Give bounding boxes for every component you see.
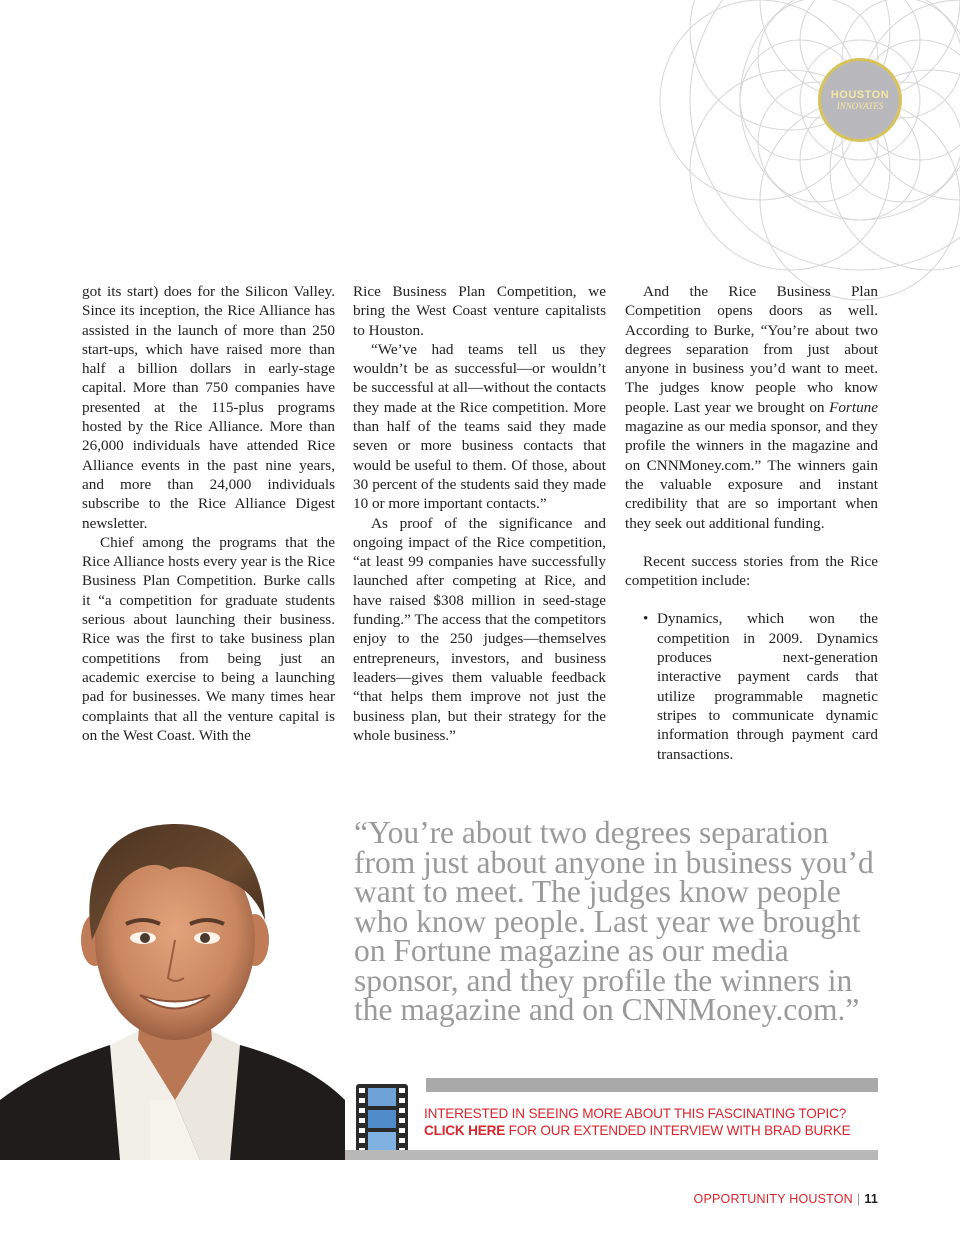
- column1-paragraph-1: got its start) does for the Silicon Valley. Since its inception, the Rice Alliance has assisted in the launch of more than 250 start-ups, which have raised more than half a billion dollars in early-stage capital. More than 750 companies have presented at the 115-plus programs hosted by the Rice Alliance. More than 26,000 individuals have attended Rice Alliance events in the past nine years, and more than 24,000 individuals subscribe to the Rice Alliance Digest newsletter.: [82, 283, 335, 532]
- film-strip-icon[interactable]: [355, 1082, 409, 1158]
- article-column-3: [625, 282, 878, 764]
- column2-paragraph-2: “We’ve had teams tell us they wouldn’t be as successful—or wouldn’t be successful at all—without the contacts they made at the Rice competition. More than half of the teams said they made seven or more business contacts that would be useful to them. Of those, about 30 percent of the students said they made 10 or more important contacts.”: [353, 340, 606, 513]
- bullet-mark: •: [643, 610, 649, 628]
- extended-interview-callout: [424, 1106, 850, 1139]
- column1-paragraph-2: Chief among the programs that the Rice Alliance hosts every year is the Rice Business Plan Competition. Burke calls it “a competition for graduate students serious about launching their business. Rice was the first to take business plan competitions from being just an academic exercise to being a launching pad for businesses. We many times hear complaints that all the venture capital is on the West Coast. With the: [82, 533, 335, 744]
- cta-line-2-rest: FOR OUR EXTENDED INTERVIEW WITH BRAD BURKE: [505, 1122, 851, 1138]
- fortune-italic: Fortune: [829, 398, 878, 416]
- column3-paragraph-1: [625, 282, 878, 533]
- decorative-circles: [0, 0, 960, 330]
- column3-p1-end: magazine as our media sponsor, and they profile the winners in the magazine and on CNNMoney.com.” The winners gain the valuable exposure and instant credibility that are so important when they seek out additional funding.: [625, 418, 878, 532]
- portrait-photo: [0, 800, 345, 1160]
- article-column-2: [353, 282, 606, 745]
- footer-separator: |: [856, 1192, 861, 1206]
- divider-bar-bottom: [345, 1150, 878, 1160]
- seal-line-1: HOUSTON: [830, 88, 890, 101]
- column3-p1-start: And the Rice Business Plan Competition opens doors as well. According to Burke, “You’re about two degrees separation from just about anyone in business you’d want to meet. The judges know people who know people. Last year we brought on: [625, 283, 878, 416]
- cta-line-1: INTERESTED IN SEEING MORE ABOUT THIS FASCINATING TOPIC?: [424, 1106, 847, 1121]
- click-here-link[interactable]: CLICK HERE: [424, 1122, 506, 1138]
- cta-line-2: [424, 1123, 850, 1140]
- bullet-text: Dynamics, which won the competition in 2009. Dynamics produces next-generation interactive payment cards that utilize programmable magnetic stripes to communicate dynamic information through payment card transactions.: [657, 610, 878, 763]
- column2-paragraph-1: Rice Business Plan Competition, we bring the West Coast venture capitalists to Houston.: [353, 283, 606, 339]
- publication-name: OPPORTUNITY HOUSTON: [693, 1192, 853, 1206]
- divider-bar-top: [426, 1078, 878, 1092]
- page-number: 11: [864, 1192, 878, 1206]
- page-footer: [694, 1192, 878, 1206]
- seal-line-2: INNOVATES: [836, 100, 884, 111]
- column3-paragraph-2: Recent success stories from the Rice competition include:: [625, 552, 878, 590]
- bullet-item: [625, 609, 878, 763]
- article-column-1: [82, 282, 335, 745]
- pull-quote: “You’re about two degrees separation from just about anyone in business you’d want to meet. The judges know people who know people. Last year we brought on Fortune magazine as our media sponsor, and they profile the winners in the magazine and on CNNMoney.com.”: [354, 815, 874, 1027]
- houston-innovates-seal: [818, 58, 902, 142]
- column2-paragraph-3: As proof of the significance and ongoing impact of the Rice competition, “at least 99 companies have successfully launched after competing at Rice, and have raised $308 million in seed-stage funding.” The access that the competitors enjoy to the 250 judges—themselves entrepreneurs, investors, and business leaders—gives them valuable feedback “that helps them improve not just the business plan, but their strategy for the whole business.”: [353, 514, 606, 744]
